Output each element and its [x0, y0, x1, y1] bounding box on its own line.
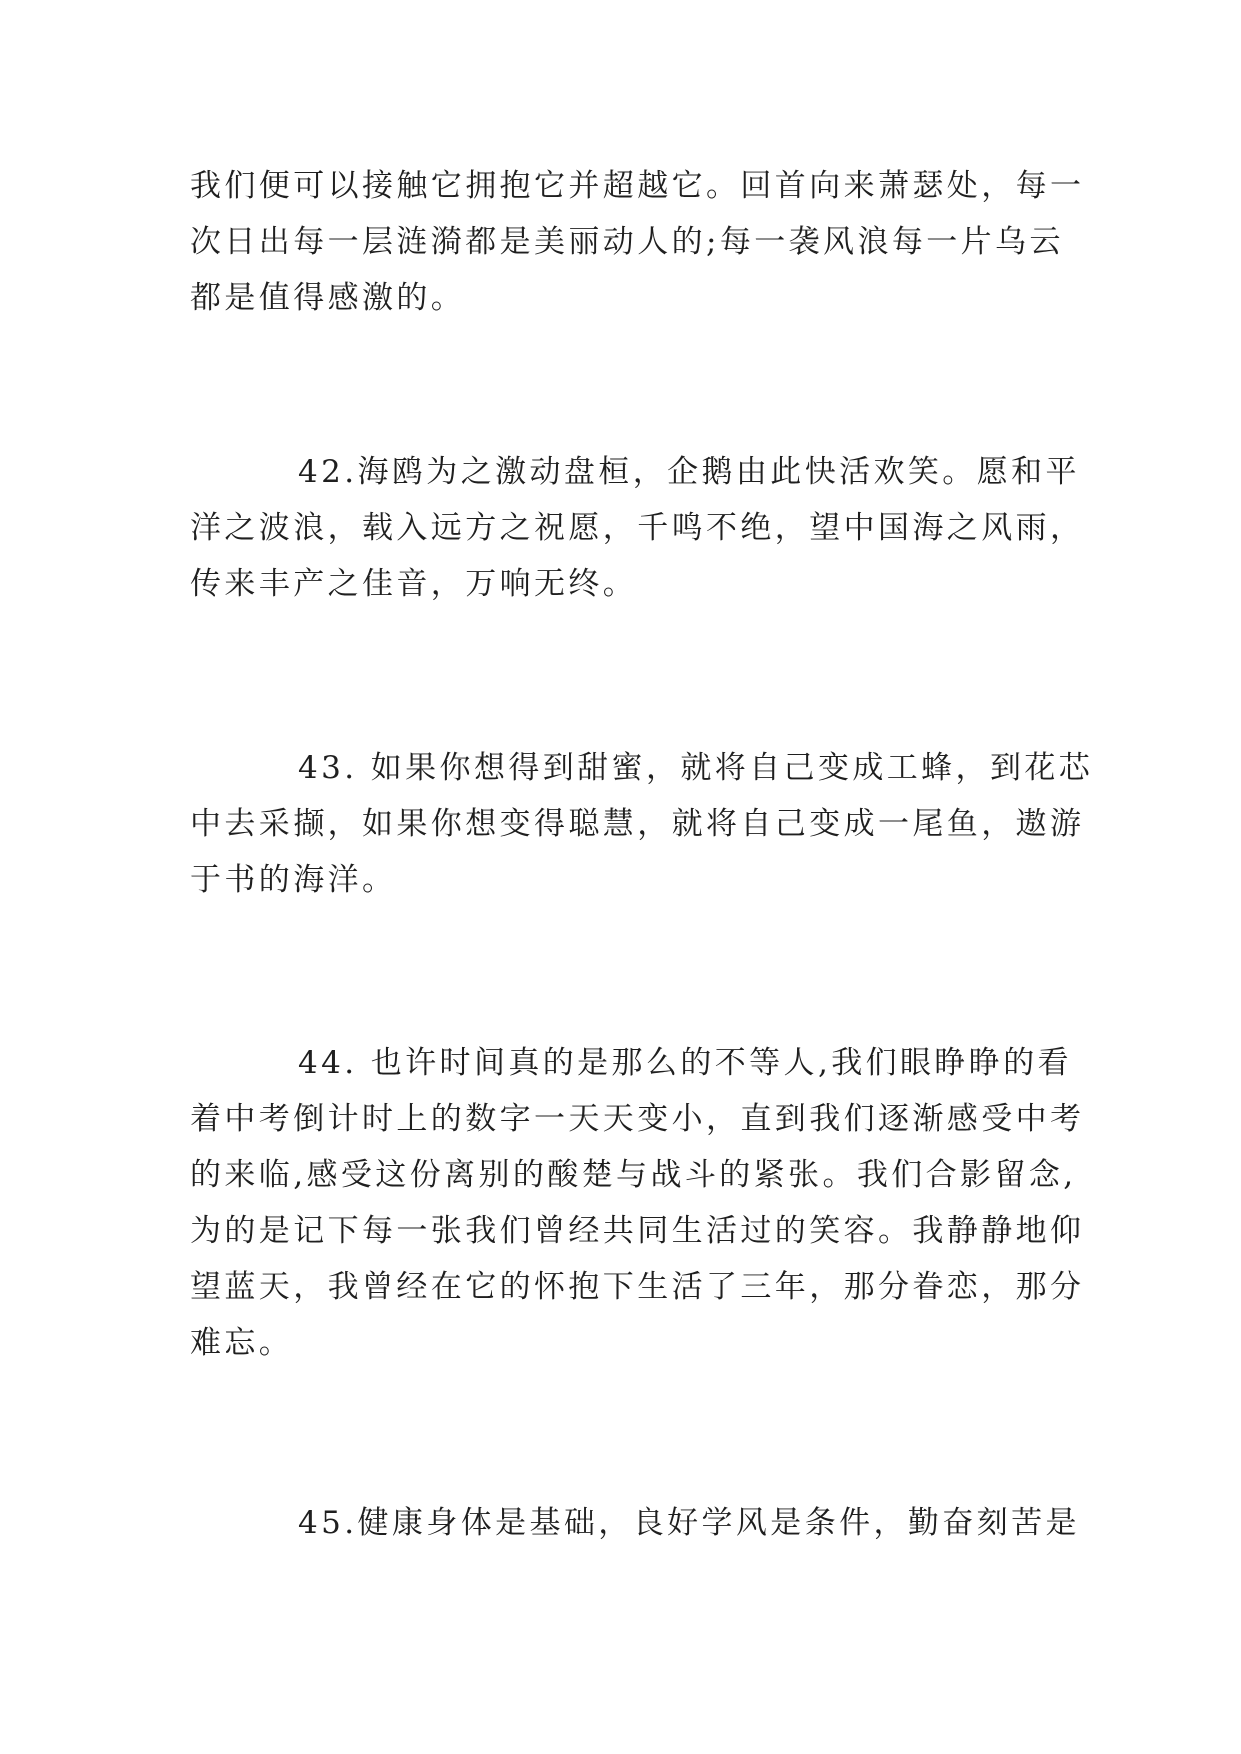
paragraph-44 [190, 1035, 1085, 1371]
text-line: 42.海鸥为之激动盘桓，企鹅由此快活欢笑。愿和平 [298, 454, 1080, 490]
paragraph-42 [190, 444, 1085, 612]
text-line: 望蓝天，我曾经在它的怀抱下生活了三年，那分眷恋，那分 [190, 1269, 1085, 1305]
paragraph-45 [190, 1495, 1080, 1551]
text-line: 难忘。 [190, 1325, 294, 1361]
text-line: 43. 如果你想得到甜蜜，就将自己变成工蜂，到花芯 [298, 750, 1094, 786]
paragraph-43 [190, 740, 1094, 908]
text-line: 45.健康身体是基础，良好学风是条件，勤奋刻苦是 [298, 1505, 1080, 1541]
text-line: 于书的海洋。 [190, 862, 397, 898]
text-line: 中去采撷，如果你想变得聪慧，就将自己变成一尾鱼，遨游 [190, 806, 1085, 842]
text-line: 传来丰产之佳音，万响无终。 [190, 566, 638, 602]
text-line: 次日出每一层涟漪都是美丽动人的;每一袭风浪每一片乌云 [190, 224, 1064, 260]
text-line: 的来临,感受这份离别的酸楚与战斗的紧张。我们合影留念, [190, 1157, 1077, 1193]
paragraph-continuation [190, 158, 1085, 326]
text-line: 我们便可以接触它拥抱它并超越它。回首向来萧瑟处，每一 [190, 168, 1085, 204]
text-line: 洋之波浪，载入远方之祝愿，千鸣不绝，望中国海之风雨， [190, 510, 1085, 546]
text-line: 着中考倒计时上的数字一天天变小，直到我们逐渐感受中考 [190, 1101, 1085, 1137]
text-line: 为的是记下每一张我们曾经共同生活过的笑容。我静静地仰 [190, 1213, 1085, 1249]
text-line: 都是值得感激的。 [190, 280, 466, 316]
text-line: 44. 也许时间真的是那么的不等人,我们眼睁睁的看 [298, 1045, 1073, 1081]
